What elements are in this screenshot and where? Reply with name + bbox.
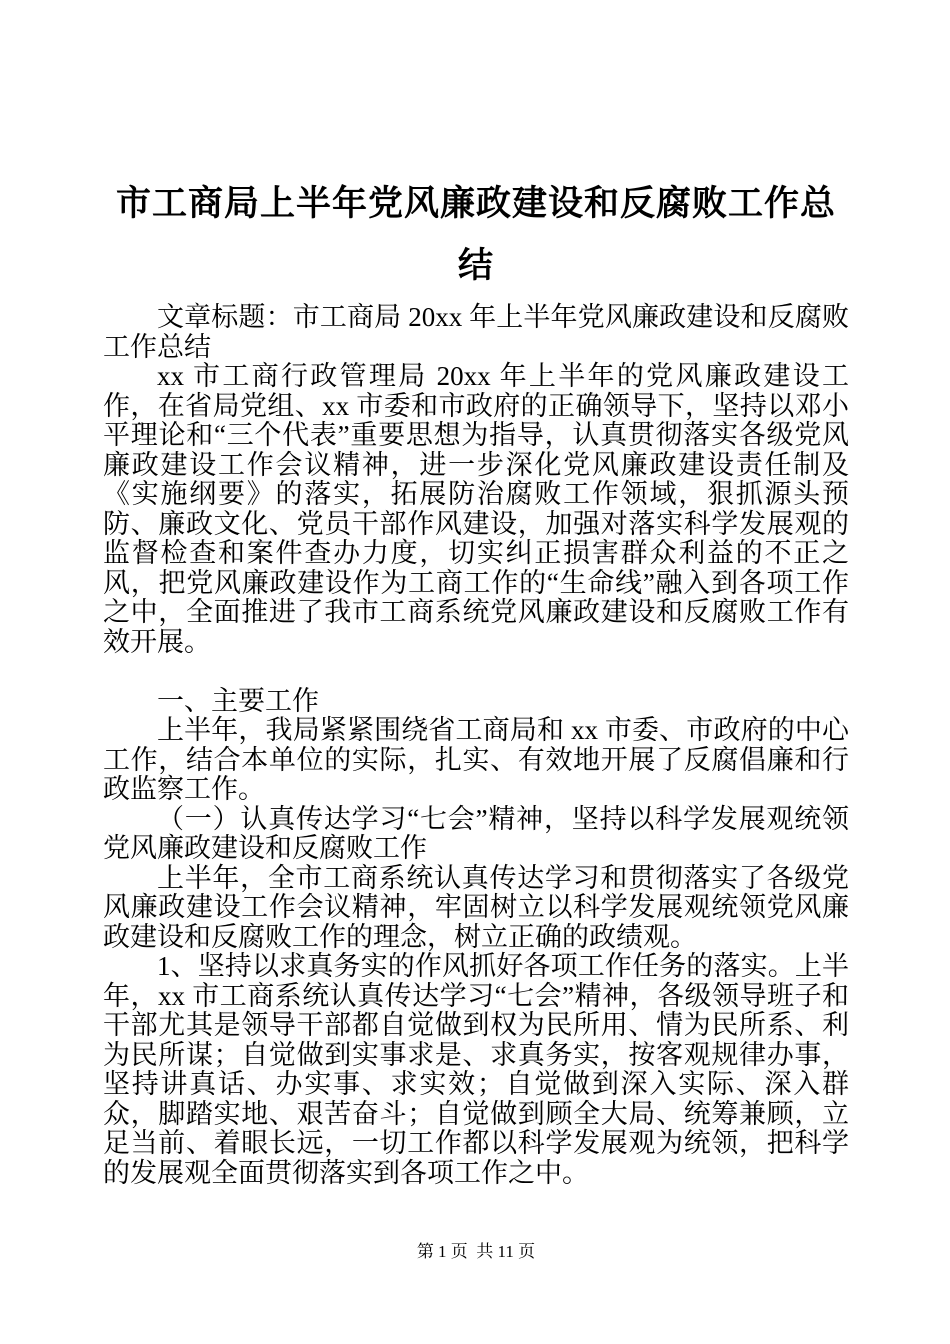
paragraph-intro: xx 市工商行政管理局 20xx 年上半年的党风廉政建设工作，在省局党组、xx 市委和市政府的正确领导下，坚持以邓小平理论和“三个代表”重要思想为指导，认真贯彻落实各级党风廉政建设工作会议精神，进一步深化党风廉政建设责任制及《实施纲要》的落实，拓展防治腐败工作领域，狠抓源头预防、廉政文化、党员干部作风建设，加强对落实科学发展观的监督检查和案件查办力度，切实纠正损害群众利益的不正之风，把党风廉政建设作为工商工作的“生命线”融入到各项工作之中，全面推进了我市工商系统党风廉政建设和反腐败工作有效开展。 bbox=[103, 361, 849, 657]
document-title bbox=[103, 173, 849, 297]
paragraph-study-spirit: 上半年，全市工商系统认真传达学习和贯彻落实了各级党风廉政建设工作会议精神，牢固树立以科学发展观统领党风廉政建设和反腐败工作的理念，树立正确的政绩观。 bbox=[103, 862, 849, 952]
document-title-line-1: 市工商局上半年党风廉政建设和反腐败工作总 bbox=[115, 184, 836, 223]
subsection-heading-1: （一）认真传达学习“七会”精神，坚持以科学发展观统领党风廉政建设和反腐败工作 bbox=[103, 803, 849, 863]
paragraph-article-title: 文章标题：市工商局 20xx 年上半年党风廉政建设和反腐败工作总结 bbox=[103, 302, 849, 362]
document-content bbox=[103, 173, 849, 1188]
document-title-line-2: 结 bbox=[457, 246, 494, 285]
blank-line bbox=[103, 657, 849, 687]
paragraph-item-1: 1、坚持以求真务实的作风抓好各项工作任务的落实。上半年，xx 市工商系统认真传达学习“七会”精神，各级领导班子和干部尤其是领导干部都自觉做到权为民所用、情为民所系、利为民所谋；自觉做到实事求是、求真务实，按客观规律办事，坚持讲真话、办实事、求实效；自觉做到深入实际、深入群众，脚踏实地、艰苦奋斗；自觉做到顾全大局、统筹兼顾，立足当前、着眼长远，一切工作都以科学发展观为统领，把科学的发展观全面贯彻落实到各项工作之中。 bbox=[103, 951, 849, 1188]
page-footer: 第 1 页 共 11 页 bbox=[416, 1242, 536, 1261]
paragraph-overview: 上半年，我局紧紧围绕省工商局和 xx 市委、市政府的中心工作，结合本单位的实际，扎实、有效地开展了反腐倡廉和行政监察工作。 bbox=[103, 715, 849, 804]
section-heading-main-work: 一、主要工作 bbox=[157, 685, 319, 716]
